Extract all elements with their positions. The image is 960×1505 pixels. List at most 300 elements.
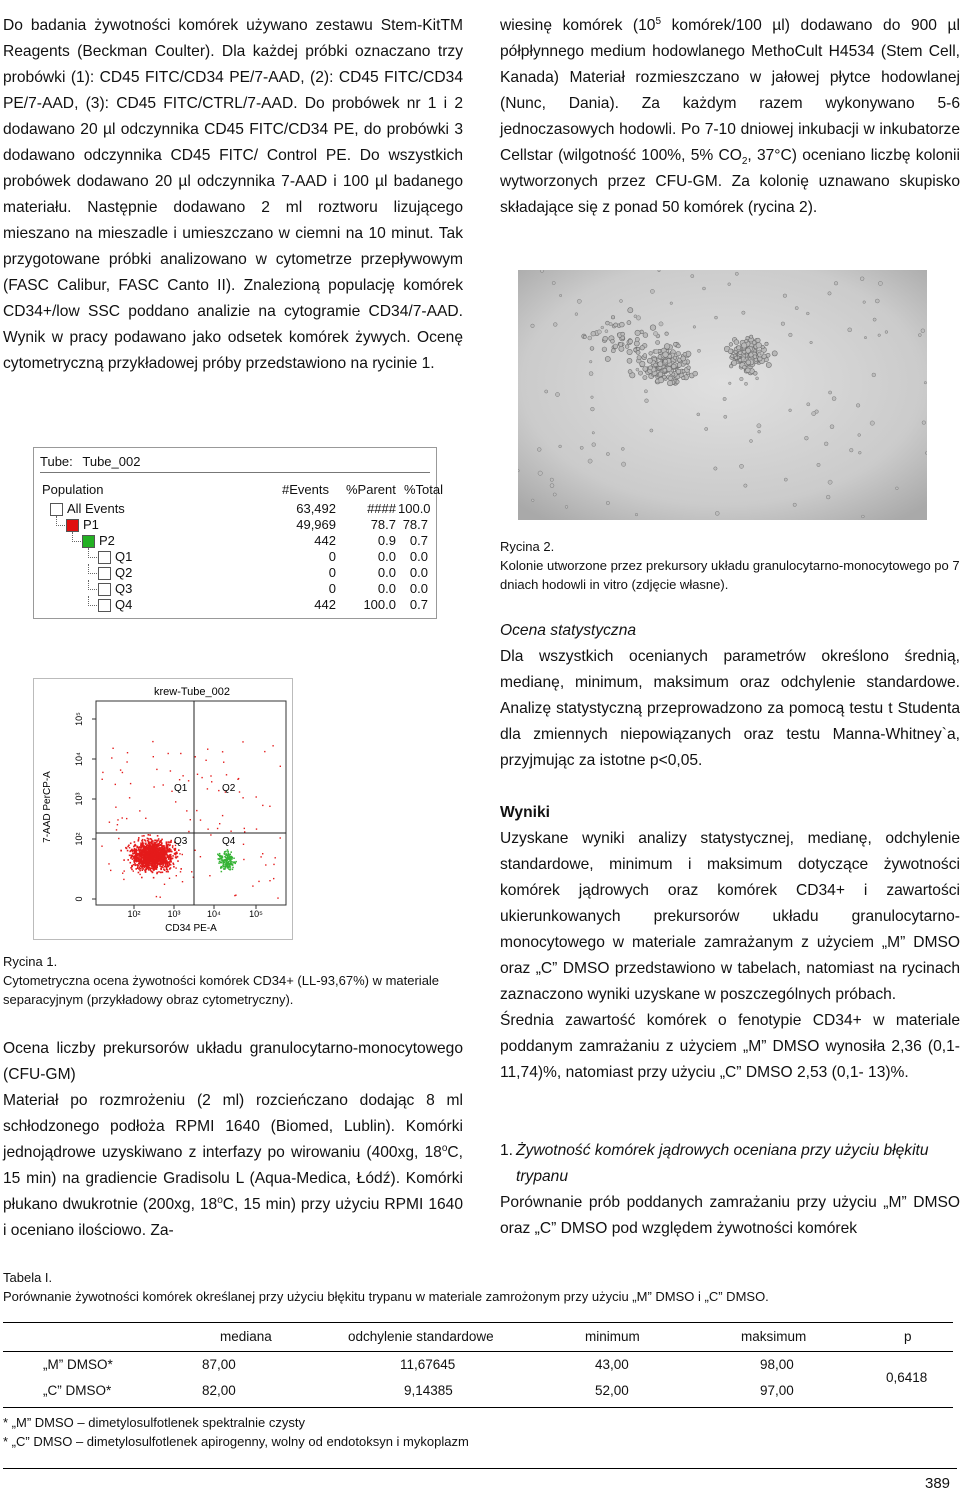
cfu-paragraph: Materiał po rozmrożeniu (2 ml) rozcieńczano dodając 8 ml schłodzonego podłoża RPMI 1640 (Biomed, Lublin). Komórki jednojądrowe uzyskiwano z interfazy po wirowaniu (400xg, 18$^o$C, 15 min) na gradiencie Gradisolu L (Aqua-Medica, Łódź). Komórki płukano dwukrotnie (200xg, 18$^o$C, 15 min) przy użyciu RPMI 1640 i oceniano ilościowo. Za- [3,1092,464,1239]
event-dot-p1 [134,841,136,843]
flow-row [40,596,430,614]
event-dot-p1 [138,837,140,839]
event-dot-p2 [230,854,232,856]
col-events: #Events [282,482,329,497]
microscopy-image [518,270,927,520]
table-top-rule [3,1322,953,1323]
y-tick-label: 0 [74,896,84,902]
event-dot-scatter [179,853,180,854]
colony-cell [743,350,746,353]
event-dot-scatter [242,741,243,742]
population-events: 49,969 [296,517,336,532]
colony-cell [611,339,615,343]
colony-cell [728,349,733,354]
event-dot-scatter [129,797,130,798]
event-dot-p1 [173,866,175,868]
event-dot-p1 [168,841,170,843]
x-tick-label: 10⁵ [249,909,263,919]
population-name: All Events [67,501,125,516]
colony-cell [756,338,760,342]
row-m-median: 87,00 [202,1357,236,1372]
colony-cell [734,340,739,345]
single-cell [656,379,660,383]
event-dot-p1 [133,864,135,866]
colony-cell [746,360,751,365]
event-dot-p1 [165,864,167,866]
event-dot-scatter [197,774,198,775]
footnote-m: * „M” DMSO – dimetylosulfotlenek spektralnie czysty [3,1415,305,1430]
row-m-min: 43,00 [595,1357,629,1372]
single-cell [863,301,866,304]
population-total: 0.0 [409,565,428,580]
single-cell [870,421,874,425]
tree-connector [88,580,97,590]
colony-cell [650,325,656,331]
single-cell [750,440,753,443]
event-dot-p1 [155,867,157,869]
population-color-swatch [82,535,95,548]
single-cell [739,464,743,468]
event-dot-scatter [116,829,117,830]
event-dot-scatter [207,749,208,750]
event-dot-p1 [161,863,163,865]
event-dot-p1 [129,855,131,857]
single-cell [875,299,879,303]
event-dot-p2 [221,857,223,859]
event-dot-p1 [138,872,140,874]
event-dot-scatter [124,870,125,871]
single-cell [538,471,542,475]
event-dot-scatter [118,838,119,839]
event-dot-p1 [147,853,149,855]
event-dot-p1 [154,852,156,854]
event-dot-p1 [139,847,141,849]
single-cell [744,382,747,385]
event-dot-p1 [154,865,156,867]
colony-cell [749,353,753,357]
scatter-ylabel: 7-AAD PerCP-A [42,771,53,843]
event-dot-p1 [148,834,150,836]
event-dot-p1 [126,848,128,850]
event-dot-scatter [265,864,266,865]
event-dot-scatter [191,871,192,872]
event-dot-p1 [146,844,148,846]
single-cell [601,326,604,329]
colony-cell [663,352,669,358]
event-dot-p2 [229,869,231,871]
colony-cell [627,358,632,363]
intro-paragraph: Do badania żywotności komórek używano zestawu Stem-KitTM Reagents (Beckman Coulter). Dla każdej próbki oznaczano trzy probówki (1): CD45 FITC/CD34 PE/7-AAD, (2): CD45 FITC/CD34 PE/7-AAD, (3): CD45 FITC/CTRL/7-AAD. Do probówek nr 1 i 2 dodawano 20 µl odczynnika CD45 FITC/CD34 PE, do probówki 3 dodawano odczynnika CD45 FITC/ Control PE. Do wszystkich probówek dodawano 20 µl odczynnika 7-AAD i 100 µl badanego materiału. Następnie dodawano 2 ml roztworu lizującego mieszano na mieszadle i umieszczano w ciemni na 10 minut. Tak przygotowane próbki analizowano w cytometrze przepływowym (FASC Calibur, FASC Canto II). Znalezioną populację komórek CD34+/low SSC poddano analizie na cytogramie CD34/7-AAD. Wynik w pracy podawano jako odsetek komórek żywych. Ocenę cytometryczną przykładowej próby przedstawiono na rycinie 1. [3,17,463,372]
event-dot-scatter [222,815,223,816]
event-dot-p1 [165,850,167,852]
event-dot-scatter [115,807,116,808]
colony-cell [614,323,618,327]
event-dot-scatter [117,824,118,825]
event-dot-scatter [200,819,201,820]
event-dot-scatter [242,797,243,798]
colony-cell [638,371,642,375]
event-dot-p1 [158,871,160,873]
population-color-swatch [66,519,79,532]
event-dot-p1 [178,849,180,851]
subsection-heading: Żywotność komórek jądrowych oceniana przy użyciu błękitu trypanu [516,1142,929,1185]
event-dot-p2 [226,862,228,864]
event-dot-p1 [131,855,133,857]
event-dot-p1 [131,849,133,851]
event-dot-p1 [153,844,155,846]
event-dot-p1 [161,861,163,863]
event-dot-p1 [155,854,157,856]
single-cell [832,397,836,401]
event-dot-scatter [195,756,196,757]
event-dot-p2 [227,856,229,858]
microscopy-svg [518,270,927,520]
colony-cell [676,352,680,356]
event-dot-scatter [175,852,176,853]
event-dot-p1 [172,855,174,857]
event-dot-scatter [130,783,131,784]
single-cell [609,323,612,326]
event-dot-p1 [158,861,160,863]
event-dot-scatter [186,810,187,811]
single-cell [812,412,816,416]
event-dot-p1 [140,855,142,857]
event-dot-scatter [171,791,172,792]
event-dot-p2 [224,862,226,864]
event-dot-scatter [142,835,143,836]
row-m-max: 98,00 [760,1357,794,1372]
event-dot-scatter [121,850,122,851]
event-dot-scatter [172,847,173,848]
th-p: p [904,1329,912,1344]
colony-cell [637,356,641,360]
event-dot-p1 [151,871,153,873]
event-dot-p1 [143,856,145,858]
event-dot-scatter [182,854,183,855]
colony-cell [738,351,742,355]
colony-cell [729,364,733,368]
event-dot-scatter [269,806,270,807]
single-cell [793,503,796,506]
event-dot-p1 [149,859,151,861]
event-dot-p1 [155,860,157,862]
single-cell [553,493,556,496]
quadrant-q4: Q4 [222,836,236,847]
event-dot-p2 [230,856,232,858]
single-cell [580,446,583,449]
event-dot-p1 [166,866,168,868]
colony-cell [636,351,640,355]
colony-cell [743,366,747,370]
single-cell [878,334,881,337]
event-dot-p1 [145,840,147,842]
event-dot-scatter [196,810,197,811]
event-dot-p1 [142,852,144,854]
subsection [500,1138,960,1242]
single-cell [896,487,899,490]
single-cell [645,399,649,403]
event-dot-p1 [160,849,162,851]
event-dot-scatter [280,766,281,767]
quadrant-q2: Q2 [222,783,236,794]
event-dot-scatter [164,884,165,885]
event-dot-p1 [134,863,136,865]
colony-cell [663,375,667,379]
single-cell [591,396,594,399]
x-tick-label: 10⁴ [207,909,221,919]
scatter-plot [33,678,293,940]
event-dot-p2 [227,854,229,856]
event-dot-p1 [127,859,129,861]
event-dot-scatter [262,853,263,854]
event-dot-p1 [148,842,150,844]
event-dot-scatter [117,819,118,820]
event-dot-p1 [145,857,147,859]
colony-cell [663,359,667,363]
results-section [500,800,960,1086]
colony-cell [753,355,757,359]
colony-cell [658,362,663,367]
event-dot-p1 [172,858,174,860]
single-cell [858,451,861,454]
single-cell [605,330,608,333]
th-max: maksimum [741,1329,807,1344]
figure2-label: Rycina 2. [500,539,555,554]
event-dot-scatter [272,745,273,746]
event-dot-p1 [133,857,135,859]
event-dot-p1 [141,863,143,865]
scatter-xlabel: CD34 PE-A [165,923,217,934]
event-dot-scatter [256,828,257,829]
event-dot-scatter [218,790,219,791]
event-dot-p1 [159,855,161,857]
event-dot-p1 [134,862,136,864]
event-dot-p1 [160,844,162,846]
colony-cell [668,376,672,380]
event-dot-scatter [170,860,171,861]
single-cell [805,436,809,440]
event-dot-p1 [177,860,179,862]
single-cell [783,294,787,298]
event-dot-p1 [155,842,157,844]
colony-cell [643,367,648,372]
cfu-section [3,1036,463,1244]
event-dot-p2 [223,868,225,870]
single-cell [829,391,832,394]
event-dot-scatter [243,844,244,845]
event-dot-scatter [175,867,176,868]
event-dot-p1 [139,870,141,872]
event-dot-p1 [137,865,139,867]
col-total: %Total [404,482,444,497]
event-dot-p1 [153,877,155,879]
event-dot-p1 [166,855,168,857]
event-dot-p2 [225,857,227,859]
event-dot-p1 [169,854,171,856]
event-dot-scatter [156,896,157,897]
single-cell [724,415,727,418]
event-dot-p1 [132,851,134,853]
single-cell [620,300,623,303]
x-ticks [127,905,263,919]
single-cell [810,341,813,344]
event-dot-p1 [148,867,150,869]
results-paragraph-1: Uzyskane wyniki analizy statystycznej, medianę, odchylenie standardowe, minimum i maksimum dotyczące żywotności komórek jądrowych oraz komórek CD34+ i zawartości ukierunkowanych prekursorów układu granulocytarno-monocytowego w materiale zamrażanym z użyciem „M” DMSO oraz „C” DMSO przedstawiono w tabelach, natomiast na rycinach zaznaczono wyniki uzyskane w poszczególnych próbach. [500,830,960,1003]
table-footnotes [3,1413,903,1451]
event-dot-p1 [140,844,142,846]
colony-cell [643,354,647,358]
event-dot-scatter [280,837,281,838]
population-name: Q2 [115,565,133,580]
event-dot-p1 [173,864,175,866]
single-cell [862,515,865,518]
single-cell [921,329,925,333]
event-dot-scatter [194,850,195,851]
colony-cell [742,343,747,348]
single-cell [795,307,798,310]
event-dot-scatter [111,757,112,758]
event-dot-scatter [210,834,211,835]
event-dot-p1 [135,845,137,847]
event-dot-p1 [151,860,153,862]
event-dot-scatter [277,897,278,898]
colony-cell [627,349,632,354]
population-events: 442 [314,533,336,548]
event-dot-p1 [167,865,169,867]
table1-caption [3,1268,953,1306]
colony-cell [590,347,594,351]
table-bottom-rule [3,1407,953,1408]
single-cell [757,424,761,428]
population-total: 0.0 [409,549,428,564]
single-cell [669,371,672,374]
event-dot-scatter [102,772,103,773]
single-cell [589,360,592,363]
event-dot-p1 [163,869,165,871]
event-dot-p1 [152,863,154,865]
single-cell [758,430,761,433]
event-dot-scatter [244,828,245,829]
colony-cell [620,322,625,327]
colony-cell [766,353,770,357]
event-dot-scatter [190,819,191,820]
event-dot-p1 [135,868,137,870]
event-dot-p1 [157,854,159,856]
population-parent: 0.0 [377,581,396,596]
event-dot-scatter [180,753,181,754]
colony-cell [656,341,660,345]
event-dot-scatter [201,777,202,778]
x-tick-label: 10³ [167,909,181,919]
colony-cell [583,335,586,338]
event-dot-p1 [165,860,167,862]
event-dot-p1 [169,842,171,844]
event-dot-p1 [147,838,149,840]
event-dot-p1 [171,851,173,853]
tree-connector [72,532,81,542]
event-dot-p1 [148,845,150,847]
event-dot-p1 [148,862,150,864]
event-dot-p1 [170,864,172,866]
single-cell [552,281,555,284]
single-cell [606,501,609,504]
population-events: 0 [328,565,336,580]
single-cell [531,324,535,328]
single-cell [559,294,561,296]
event-dot-p1 [147,864,149,866]
event-dot-p1 [164,866,166,868]
event-dot-p1 [132,858,134,860]
event-dot-p2 [233,858,235,860]
event-dot-p1 [157,845,159,847]
event-dot-scatter [160,897,161,898]
table-header-rule [3,1351,953,1352]
population-total: 0.7 [409,597,428,612]
event-dot-p1 [152,862,154,864]
event-dot-p1 [169,868,171,870]
population-parent: 100.0 [363,597,396,612]
statistics-heading: Ocena statystyczna [500,622,637,639]
single-cell [714,467,717,470]
event-dot-scatter [230,831,231,832]
event-dot-p2 [228,861,230,863]
single-cell [659,322,663,326]
population-total: 100.0 [398,501,431,516]
single-cell [830,425,834,429]
event-dot-p1 [155,840,157,842]
event-dot-scatter [141,866,142,867]
event-dot-scatter [156,769,157,770]
event-dot-p1 [158,850,160,852]
event-dot-p1 [155,855,157,857]
colony-cell [635,337,639,341]
colony-cell [766,362,771,367]
single-cell [606,452,609,455]
event-dot-p1 [180,868,182,870]
event-dot-p1 [162,872,164,874]
colony-cell [735,356,738,359]
event-dot-p2 [225,853,227,855]
event-dot-scatter [109,822,110,823]
colony-cell [693,371,698,376]
population-events: 0 [328,581,336,596]
event-dot-p1 [132,853,134,855]
event-dot-p1 [151,856,153,858]
row-c-min: 52,00 [595,1383,629,1398]
event-dot-p1 [151,867,153,869]
event-dot-scatter [223,762,224,763]
scatter-svg [34,679,292,939]
event-dot-scatter [102,779,103,780]
event-dot-scatter [101,846,102,847]
colony-cell [648,366,652,370]
table1-caption-text: Porównanie żywotności komórek określanej przy użyciu błękitu trypanu w materiale zamrożonym przy użyciu „M” DMSO i „C” DMSO. [3,1289,769,1304]
event-dot-p1 [158,838,160,840]
event-dot-p1 [143,860,145,862]
row-c-sd: 9,14385 [404,1383,453,1398]
flow-population-table [33,447,444,619]
cfu-heading: Ocena liczby prekursorów układu granulocytarno-monocytowego (CFU-GM) [3,1040,463,1083]
single-cell [872,373,876,377]
population-parent: #### [367,501,396,516]
event-dot-p2 [229,865,231,867]
colony-cell [635,330,640,335]
event-dot-scatter [217,828,218,829]
culture-paragraph: wiesinę komórek ($10^5$ komórek/100 µl) dodawano do 900 µl półpłynnego medium hodowlanego MethoCult H4534 (Stem Cell, Kanada) Materiał rozmieszczano w jałowej płytce hodowlanej (Nunc, Dania). Za każdym razem wykonywano 5-6 jednoczasowych hodowli. Po 7-10 dniowej inkubacji w inkubatorze Cellstar (wilgotność 100%, 5% $CO_2$, 37°C) oceniano liczbę kolonii wytworzonych przez CFU-GM. Za kolonię uznawano skupisko składające się z ponad 50 komórek (rycina 2). [500,15,960,216]
event-dot-p1 [159,843,161,845]
event-dot-p2 [227,863,229,865]
event-dot-p1 [159,865,161,867]
